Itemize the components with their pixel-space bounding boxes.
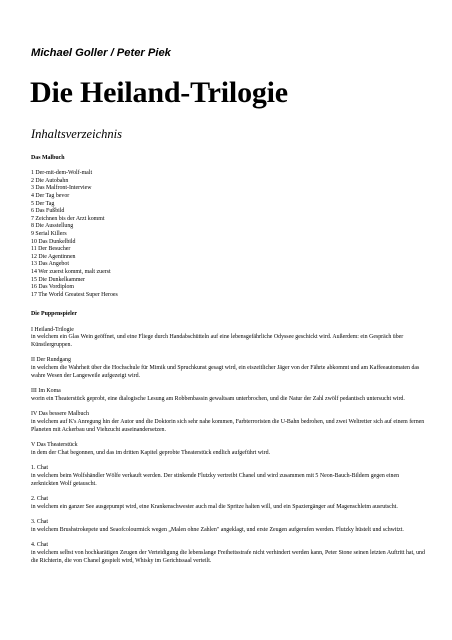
chapter-summary: in dem der Chat begonnen, und das im dritten Kapitel geprobte Theaterstück endlich aufgeführt wird.: [31, 449, 271, 456]
chapter-item: 13 Das Angebot: [31, 261, 69, 268]
chapter-item: 5 Der Tag: [31, 200, 55, 207]
chapter-item: 9 Serial Killers: [31, 230, 67, 237]
chapter-item: 7 Zeichnen bis der Arzt kommt: [31, 215, 105, 222]
chat-title: 2. Chat: [31, 496, 49, 503]
chat-title: 3. Chat: [31, 519, 49, 526]
chat-entry: [31, 519, 426, 534]
chat-summary: in welchem Brushstrokepete und Seaofcolourmick wegen „Malen ohne Zahlen" angeklagt, und erste Zeugen aufgerufen werden. Flutzky hüstelt und schwitzt.: [31, 526, 404, 533]
malbuch-section: [31, 155, 426, 299]
chapter-title: V Das Theaterstück: [31, 442, 78, 449]
chat-title: 1. Chat: [31, 465, 49, 472]
chapter-summary: in welchem ein Glas Wein geöffnet, und eine Fliege durch Handabschütteln auf eine lebensgefährliche Odyssee geschickt wird. Außerdem: ein Gespräch über Künstlergruppen.: [31, 334, 404, 348]
chapter-item: 2 Die Autobahn: [31, 177, 69, 184]
chapter-item: 6 Das Fußbild: [31, 208, 65, 215]
authors: Michael Goller / Peter Piek: [31, 47, 171, 59]
chapter-item: 11 Der Besucher: [31, 246, 71, 253]
puppenspieler-section: [31, 311, 426, 565]
chat-entry: [31, 496, 426, 511]
chat-entry: [31, 542, 426, 565]
chapter-title: III Im Koma: [31, 388, 61, 395]
malbuch-chapter-list: [31, 170, 426, 299]
chapter-item: 1 Der-mit-dem-Wolf-malt: [31, 170, 93, 177]
chapter-item: 3 Das Malfront-Interview: [31, 185, 92, 192]
chapter-title: I Heiland-Trilogie: [31, 326, 74, 333]
chapter-item: 8 Die Ausstellung: [31, 223, 74, 230]
chapter-summary: worin ein Theaterstück geprobt, eine dialogische Lesung am Robbenbassin gewaltsam unterbrochen, und die Natur der Zahl zwölf pedantisch untersucht wird.: [31, 395, 405, 402]
chapter-item: 16 Das Vordiplom: [31, 284, 74, 291]
chapter-item: 10 Das Dunkelbild: [31, 238, 76, 245]
document-title: Die Heiland-Trilogie: [30, 76, 288, 109]
puppenspieler-heading: Die Puppenspieler: [31, 311, 77, 317]
toc-heading: Inhaltsverzeichnis: [31, 127, 122, 141]
chapter-entry: [31, 442, 426, 457]
chat-entry: [31, 465, 426, 488]
chapter-entry: [31, 388, 426, 403]
chat-title: 4. Chat: [31, 542, 49, 549]
chapter-item: 17 The World Greatest Super Heroes: [31, 291, 118, 298]
chapter-item: 12 Die Agentinnen: [31, 253, 76, 260]
chapter-entry: [31, 411, 426, 434]
chat-summary: in welchem ein ganzer See ausgepumpt wird, eine Krankenschwester auch mal die Spritze halten will, und ein Spaziergänger auf Magenschleim ausrutscht.: [31, 503, 398, 510]
chat-summary: in welchem selbst von hochkarätigen Zeugen der Verteidigung die lebenslange Freiheitsstrafe nicht verhindert werden kann, Peter Stone seinen letzten Auftritt hat, und die Richterin, die von Chanel gespielt wird, Whisky im Gerichtssaal verteilt.: [31, 550, 425, 564]
malbuch-heading: Das Malbuch: [31, 155, 65, 161]
chapter-item: 4 Der Tag bevor: [31, 192, 70, 199]
chapter-item: 14 Wer zuerst kommt, malt zuerst: [31, 268, 111, 275]
chapter-summary: in welchem die Wahrheit über die Hochschule für Mimik und Spruchkunst gesagt wird, ein eiszeitlicher Jäger von der Fährte abkommt und am Kaffeeautomaten das wahre Wesen der Langeweile aufgezeigt wird.: [31, 364, 420, 379]
chat-summary: in welchem beim Wolfshändler Wölfe verkauft werden. Der stinkende Flutzky vertreibt Chanel und wird zusammen mit 5 Neon-Bauch-Bildern gegen einen zerknickten Wolf getauscht.: [31, 472, 400, 487]
chapter-item: 15 Die Dunkelkammer: [31, 276, 85, 283]
chapter-entry: [31, 327, 426, 350]
chapter-title: IV Das bessere Malbuch: [31, 411, 89, 418]
chapter-entry: [31, 357, 426, 380]
chapter-title: II Der Rundgang: [31, 357, 71, 364]
chapter-summary: in welchem auf K's Anregung hin der Autor und die Doktorin sich sehr nahe kommen, Farbterroristen die U-Bahn bedrohen, und zwei Weltretter sich auf einem fernen Planeten mit Ackerbau und Viehzucht auseinandersetzen.: [31, 418, 425, 433]
